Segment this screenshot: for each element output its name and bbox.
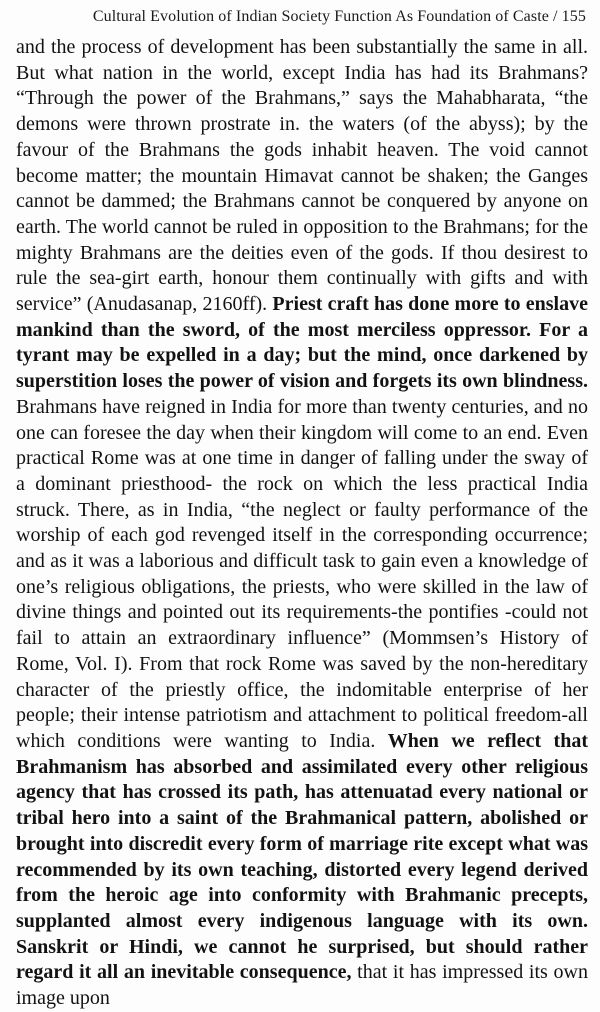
text-segment-2: Brahmans have reigned in India for more than twenty centuries, and no one can foresee the day when their kingdom will come to an end. Even practical Rome was at one time in danger of falling under the sway of a dominant priesthood- the rock on which the less practical India struck. There, as in India, “the neglect or faulty performance of the worship of each god revenged itself in the corresponding occurrence; and as it was a laborious and difficult task to gain even a knowledge of one’s religious obligations, the priests, who were skilled in the law of divine things and pointed out its requirements-the pontifies -could not fail to attain an extraordinary influence” (Mommsen’s History of Rome, Vol. I). From that rock Rome was saved by the non-hereditary character of the priestly office, the indomitable enterprise of her people; their intense patriotism and attachment to political freedom-all which conditions were wanting to India. bbox=[16, 395, 588, 752]
bold-passage-priestcraft: Priest craft has done more to enslave mankind than the sword, of the most merciless oppressor. For a tyrant may be expelled in a day; but the mind, once darkened by superstition loses the power of vision and forgets its own blindness. bbox=[16, 293, 588, 393]
text-segment-1: and the process of development has been substantially the same in all. But what nation in the world, except India has had its Brahmans? “Through the power of the Brahmans,” says the Mahabharata, “the demons were thrown prostrate in. the waters (of the abyss); by the favour of the Brahmans the gods inhabit heaven. The void cannot become matter; the mountain Himavat cannot be shaken; the Ganges cannot be dammed; the Brahmans cannot be conquered by anyone on earth. The world cannot be ruled in opposition to the Brahmans; for the mighty Brahmans are the deities even of the gods. If thou desirest to rule the sea-girt earth, honour them continually with gifts and with service” (Anudasanap, 2160ff). bbox=[16, 36, 588, 316]
body-paragraph bbox=[16, 35, 588, 1012]
running-header: Cultural Evolution of Indian Society Function As Foundation of Caste / 155 bbox=[92, 8, 586, 25]
bold-passage-brahmanism: When we reflect that Brahmanism has absorbed and assimilated every other religious agency that has crossed its path, has attenuatad every national or tribal hero into a saint of the Brahmanical pattern, abolished or brought into discredit every form of marriage rite except what was recommended by its own teaching, distorted every legend derived from the heroic age into conformity with Brahmanic precepts, supplanted almost every indigenous language with its own. Sanskrit or Hindi, we cannot he surprised, but should rather regard it all an inevitable consequence, bbox=[16, 729, 588, 984]
text-segment-3: that it has impressed its own image upon bbox=[16, 961, 588, 1010]
